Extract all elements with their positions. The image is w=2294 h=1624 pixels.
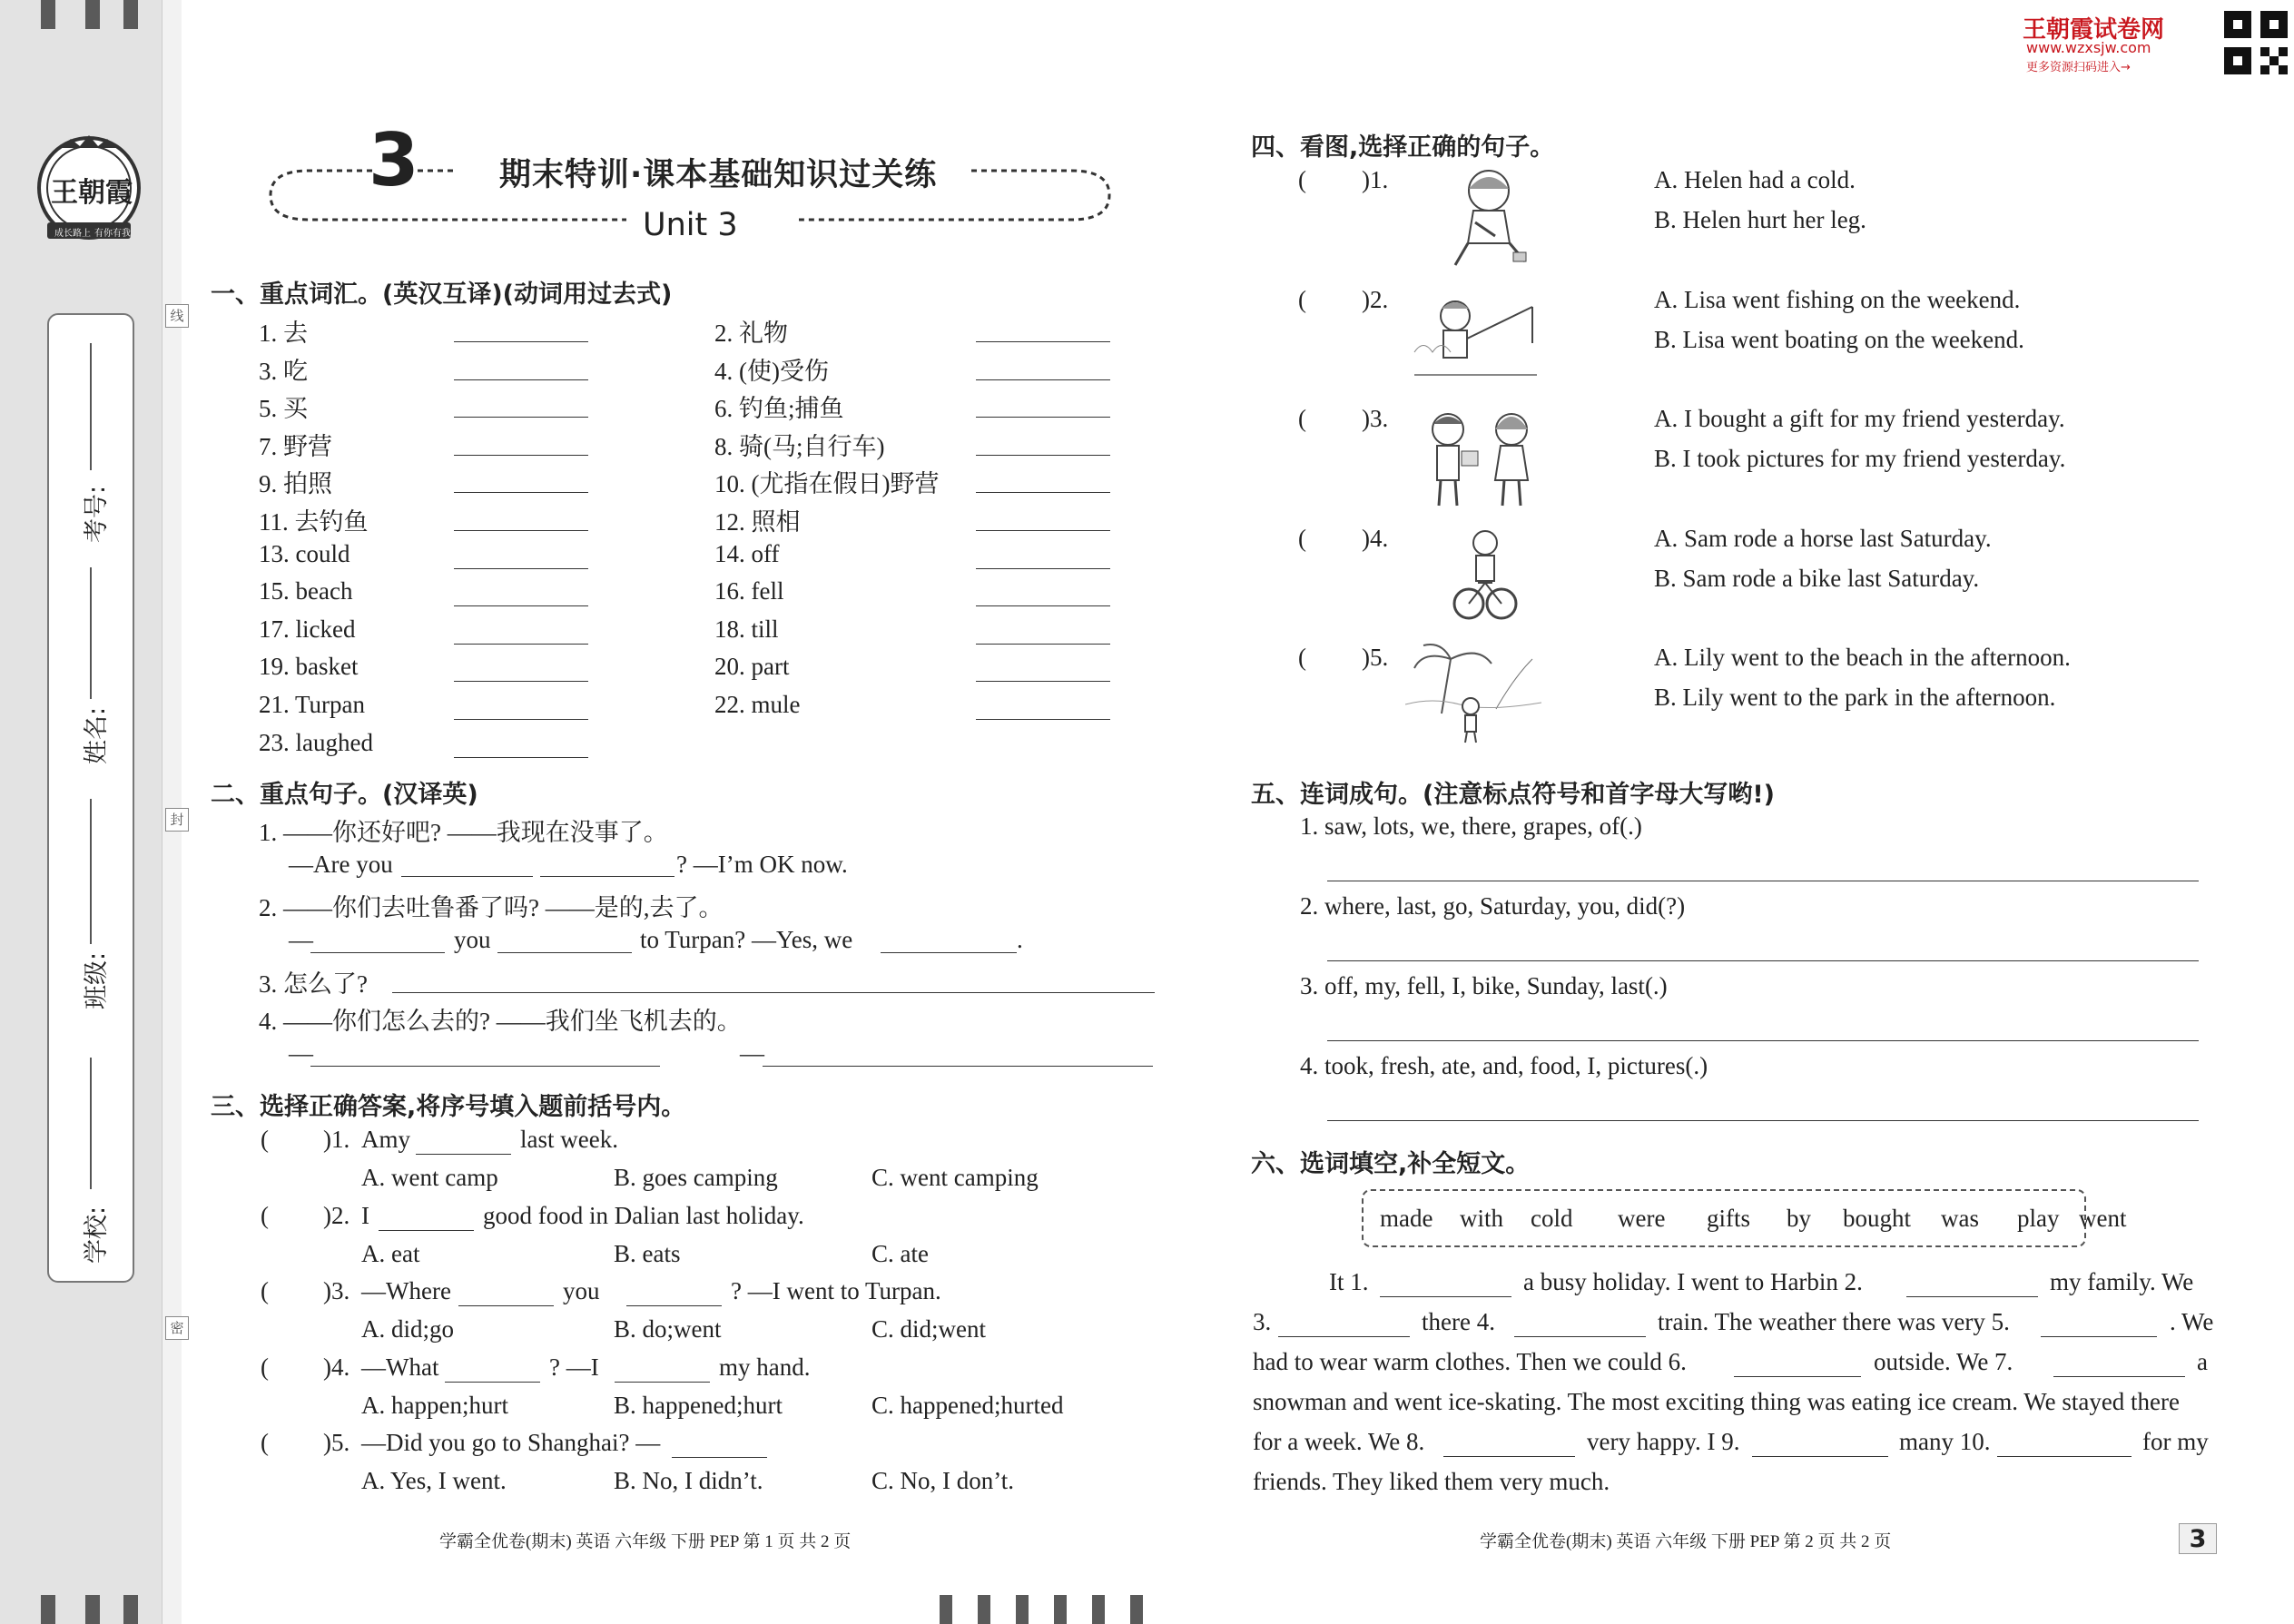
brand-url[interactable]: www.wzxsjw.com: [2026, 39, 2151, 56]
passage-text: very happy. I 9.: [1587, 1428, 1740, 1455]
register-mark: [1054, 1595, 1067, 1624]
answer-text: —: [740, 1039, 764, 1067]
answer-text: .: [1017, 926, 1023, 953]
answer-paren: (: [261, 1201, 269, 1229]
vocab-blank[interactable]: [976, 416, 1110, 418]
answer-text: —Are you: [289, 851, 393, 878]
option-b[interactable]: B. Sam rode a bike last Saturday.: [1654, 564, 1980, 592]
logo-tag: 成长路上: [54, 229, 91, 239]
option-a[interactable]: A. Lily went to the beach in the afternoon.: [1654, 644, 2071, 671]
register-mark: [1092, 1595, 1105, 1624]
option-a[interactable]: A. went camp: [361, 1164, 498, 1191]
answer-line[interactable]: [1327, 960, 2199, 961]
question-number: )3.: [323, 1277, 350, 1304]
answer-text: ? —I’m OK now.: [676, 851, 848, 878]
vocab-item: 18. till: [714, 615, 779, 643]
scrambled-words: 2. where, last, go, Saturday, you, did(?): [1300, 892, 1686, 920]
vocab-blank[interactable]: [976, 340, 1110, 342]
vocab-item: 17. licked: [259, 615, 356, 643]
class-label: 班级:: [83, 951, 111, 1009]
passage-text: had to wear warm clothes. Then we could 6.: [1253, 1348, 1687, 1375]
option-c[interactable]: C. did;went: [871, 1315, 986, 1343]
scrambled-words: 4. took, fresh, ate, and, food, I, pictures(.): [1300, 1052, 1708, 1079]
vocab-item: 2. 礼物: [714, 320, 788, 347]
vocab-item: 15. beach: [259, 577, 353, 605]
register-mark: [978, 1595, 990, 1624]
brand-logo: [34, 132, 143, 250]
picture-girl-hurt-leg: [1439, 163, 1539, 272]
passage-blank[interactable]: [1443, 1455, 1575, 1457]
question-number: )3.: [1362, 405, 1389, 432]
vocab-item: 1. 去: [259, 320, 308, 347]
passage-blank[interactable]: [1514, 1335, 1646, 1337]
vocab-blank[interactable]: [976, 379, 1110, 380]
vocab-item: 12. 照相: [714, 508, 801, 536]
passage-text: It 1.: [1329, 1268, 1369, 1295]
question-number: )1.: [1362, 166, 1389, 193]
option-b[interactable]: B. I took pictures for my friend yesterday.: [1654, 445, 2066, 472]
register-mark: [123, 0, 138, 29]
word-bank-word[interactable]: play: [2017, 1205, 2060, 1232]
scrambled-words: 1. saw, lots, we, there, grapes, of(.): [1300, 812, 1642, 840]
question-text: —Where: [361, 1277, 451, 1304]
passage-text: snowman and went ice-skating. The most exciting thing was eating ice cream. We stayed there: [1253, 1388, 2181, 1415]
question-text: 3. 怎么了?: [259, 970, 368, 998]
school-line[interactable]: [90, 1058, 92, 1189]
name-label: 姓名:: [83, 706, 111, 764]
passage-text: friends. They liked them very much.: [1253, 1468, 1610, 1495]
question-text: 1. ——你还好吧? ——我现在没事了。: [259, 819, 668, 846]
question-text: Amy: [361, 1126, 410, 1153]
answer-blank[interactable]: [401, 875, 533, 877]
answer-blank[interactable]: [310, 1065, 660, 1067]
vocab-blank[interactable]: [454, 567, 588, 569]
vocab-blank[interactable]: [976, 643, 1110, 645]
vocab-blank[interactable]: [454, 379, 588, 380]
vocab-blank[interactable]: [454, 340, 588, 342]
option-b[interactable]: B. eats: [614, 1239, 681, 1267]
vocab-blank[interactable]: [454, 491, 588, 493]
register-mark: [1016, 1595, 1029, 1624]
answer-paren: (: [261, 1429, 269, 1456]
picture-boy-bike: [1451, 527, 1519, 626]
vocab-blank[interactable]: [976, 718, 1110, 720]
section-5-title: 五、连词成句。(注意标点符号和首字母大写哟!): [1251, 781, 1775, 809]
vocab-item: 4. (使)受伤: [714, 357, 829, 385]
vocab-item: 21. Turpan: [259, 691, 366, 718]
brand-name: 王朝霞试卷网: [2023, 16, 2165, 44]
unit-number: 3: [369, 118, 419, 202]
answer-paren: (: [261, 1353, 269, 1381]
passage-blank[interactable]: [1752, 1455, 1888, 1457]
option-a[interactable]: A. eat: [361, 1239, 420, 1267]
option-c[interactable]: C. No, I don’t.: [871, 1467, 1015, 1494]
class-line[interactable]: [90, 799, 92, 944]
vocab-item: 22. mule: [714, 691, 801, 718]
option-a[interactable]: A. happen;hurt: [361, 1391, 508, 1419]
question-text: —What: [361, 1353, 439, 1381]
question-text: —Did you go to Shanghai? —: [361, 1429, 661, 1456]
question-text: you: [563, 1277, 600, 1304]
option-a[interactable]: A. Yes, I went.: [361, 1467, 507, 1494]
question-text: I: [361, 1201, 369, 1229]
vocab-item: 7. 野营: [259, 432, 332, 460]
picture-two-children-gift: [1412, 404, 1548, 513]
footer-right: 学霸全优卷(期末) 英语 六年级 下册 PEP 第 2 页 共 2 页: [1480, 1532, 1892, 1551]
cut-line-marker: 线: [165, 304, 189, 328]
passage-text: outside. We 7.: [1874, 1348, 2013, 1375]
answer-paren: (: [1298, 405, 1306, 432]
answer-blank[interactable]: [392, 991, 1155, 993]
word-bank-word[interactable]: with: [1460, 1205, 1504, 1232]
passage-text: a busy holiday. I went to Harbin 2.: [1523, 1268, 1863, 1295]
qr-code-icon[interactable]: [2224, 11, 2288, 74]
word-bank-word[interactable]: gifts: [1707, 1205, 1751, 1232]
picture-girl-fishing: [1405, 289, 1541, 389]
question-number: )4.: [323, 1353, 350, 1381]
option-a[interactable]: A. Lisa went fishing on the weekend.: [1654, 285, 2021, 313]
option-b[interactable]: B. Helen hurt her leg.: [1654, 206, 1866, 233]
question-number: )5.: [323, 1429, 350, 1456]
register-mark: [85, 0, 100, 29]
answer-blank[interactable]: [310, 951, 445, 953]
school-label: 学校:: [83, 1206, 111, 1264]
vocab-item: 11. 去钓鱼: [259, 508, 369, 536]
vocab-blank[interactable]: [454, 605, 588, 606]
vocab-blank[interactable]: [976, 567, 1110, 569]
unit-title: Unit 3: [643, 207, 738, 243]
picture-girl-beach: [1405, 641, 1541, 745]
section-2-title: 二、重点句子。(汉译英): [211, 781, 478, 809]
question-number: )5.: [1362, 644, 1389, 671]
answer-paren: (: [261, 1277, 269, 1304]
word-bank-word[interactable]: by: [1787, 1205, 1811, 1232]
section-4-title: 四、看图,选择正确的句子。: [1251, 133, 1555, 162]
section-3-title: 三、选择正确答案,将序号填入题前括号内。: [211, 1093, 686, 1121]
passage-text: . We: [2170, 1308, 2214, 1335]
passage-text: there 4.: [1422, 1308, 1495, 1335]
exam-no-line[interactable]: [90, 343, 92, 470]
register-mark: [85, 1595, 100, 1624]
vocab-blank[interactable]: [454, 680, 588, 682]
question-text: good food in Dalian last holiday.: [483, 1201, 804, 1229]
answer-blank[interactable]: [540, 875, 674, 877]
answer-text: you: [454, 926, 491, 953]
option-b[interactable]: B. Lily went to the park in the afternoon.: [1654, 684, 2056, 711]
word-bank-word[interactable]: was: [1941, 1205, 1979, 1232]
passage-text: for my: [2142, 1428, 2209, 1455]
vocab-item: 8. 骑(马;自行车): [714, 432, 885, 460]
scrambled-words: 3. off, my, fell, I, bike, Sunday, last(.): [1300, 972, 1668, 999]
passage-text: train. The weather there was very 5.: [1658, 1308, 2010, 1335]
answer-line[interactable]: [1327, 1039, 2199, 1041]
vocab-blank[interactable]: [976, 529, 1110, 531]
vocab-blank[interactable]: [976, 605, 1110, 606]
passage-text: for a week. We 8.: [1253, 1428, 1425, 1455]
option-b[interactable]: B. Lisa went boating on the weekend.: [1654, 325, 2024, 353]
section-1-title: 一、重点词汇。(英汉互译)(动词用过去式): [211, 281, 673, 309]
vocab-item: 10. (尤指在假日)野营: [714, 470, 940, 498]
option-a[interactable]: A. I bought a gift for my friend yesterday.: [1654, 405, 2065, 432]
register-mark: [940, 1595, 952, 1624]
question-text: my hand.: [719, 1353, 811, 1381]
vocab-blank[interactable]: [454, 529, 588, 531]
vocab-blank[interactable]: [976, 454, 1110, 456]
question-text: ? —I: [549, 1353, 599, 1381]
vocab-item: 20. part: [714, 653, 790, 681]
answer-blank[interactable]: [497, 951, 632, 953]
option-c[interactable]: C. ate: [871, 1239, 929, 1267]
option-c[interactable]: C. happened;hurted: [871, 1391, 1064, 1419]
page-number: 3: [2179, 1523, 2217, 1554]
question-number: )1.: [323, 1126, 350, 1153]
logo-tag: 有你有我: [94, 229, 131, 239]
question-number: )2.: [1362, 285, 1389, 313]
seal-line-marker: 封: [165, 808, 189, 832]
vocab-blank[interactable]: [454, 756, 588, 758]
vocab-item: 14. off: [714, 539, 780, 567]
passage-blank[interactable]: [1734, 1375, 1861, 1377]
word-bank-word[interactable]: bought: [1843, 1205, 1912, 1232]
option-b[interactable]: B. happened;hurt: [614, 1391, 783, 1419]
logo-text: 王朝霞: [51, 177, 133, 209]
option-a[interactable]: A. did;go: [361, 1315, 455, 1343]
vocab-blank[interactable]: [976, 680, 1110, 682]
answer-blank[interactable]: [881, 951, 1017, 953]
passage-blank[interactable]: [1278, 1335, 1410, 1337]
vocab-item: 16. fell: [714, 577, 784, 605]
word-bank-word[interactable]: made: [1380, 1205, 1433, 1232]
answer-paren: (: [1298, 524, 1306, 552]
passage-text: a: [2197, 1348, 2208, 1375]
register-mark: [1130, 1595, 1143, 1624]
answer-text: —: [289, 926, 313, 953]
answer-blank[interactable]: [626, 1304, 722, 1306]
vocab-blank[interactable]: [454, 718, 588, 720]
vocab-item: 5. 买: [259, 395, 308, 423]
question-text: 2. ——你们去吐鲁番了吗? ——是的,去了。: [259, 894, 724, 921]
answer-text: to Turpan? —Yes, we: [640, 926, 853, 953]
vocab-item: 6. 钓鱼;捕鱼: [714, 395, 844, 423]
option-a[interactable]: A. Sam rode a horse last Saturday.: [1654, 524, 1992, 552]
answer-blank[interactable]: [445, 1381, 540, 1383]
page-title: 期末特训·课本基础知识过关练: [499, 157, 938, 193]
answer-blank[interactable]: [672, 1456, 767, 1458]
option-a[interactable]: A. Helen had a cold.: [1654, 166, 1856, 193]
answer-blank[interactable]: [458, 1304, 554, 1306]
passage-blank[interactable]: [1380, 1295, 1511, 1297]
name-line[interactable]: [90, 567, 92, 699]
vocab-item: 19. basket: [259, 653, 359, 681]
answer-paren: (: [1298, 644, 1306, 671]
answer-blank[interactable]: [763, 1065, 1153, 1067]
vocab-blank[interactable]: [454, 416, 588, 418]
word-bank-word[interactable]: were: [1618, 1205, 1666, 1232]
passage-blank[interactable]: [2053, 1375, 2185, 1377]
word-bank-word[interactable]: cold: [1531, 1205, 1573, 1232]
question-text: ? —I went to Turpan.: [731, 1277, 941, 1304]
answer-paren: (: [261, 1126, 269, 1153]
answer-text: —: [289, 1039, 313, 1067]
answer-paren: (: [1298, 285, 1306, 313]
option-b[interactable]: B. do;went: [614, 1315, 722, 1343]
answer-blank[interactable]: [379, 1229, 474, 1231]
answer-line[interactable]: [1327, 880, 2199, 881]
passage-blank[interactable]: [1997, 1455, 2132, 1457]
answer-line[interactable]: [1327, 1119, 2199, 1121]
answer-paren: (: [1298, 166, 1306, 193]
vocab-blank[interactable]: [976, 491, 1110, 493]
passage-text: my family. We: [2050, 1268, 2194, 1295]
passage-text: many 10.: [1899, 1428, 1991, 1455]
option-b[interactable]: B. goes camping: [614, 1164, 778, 1191]
word-bank-word[interactable]: went: [2079, 1205, 2127, 1232]
option-b[interactable]: B. No, I didn’t.: [614, 1467, 763, 1494]
vocab-blank[interactable]: [454, 643, 588, 645]
vocab-item: 23. laughed: [259, 728, 373, 756]
passage-blank[interactable]: [1906, 1295, 2038, 1297]
option-c[interactable]: C. went camping: [871, 1164, 1039, 1191]
vocab-item: 13. could: [259, 539, 350, 567]
question-number: )4.: [1362, 524, 1389, 552]
question-text: 4. ——你们怎么去的? ——我们坐飞机去的。: [259, 1008, 742, 1035]
answer-blank[interactable]: [615, 1381, 710, 1383]
register-mark: [123, 1595, 138, 1624]
answer-blank[interactable]: [416, 1153, 511, 1155]
passage-text: 3.: [1253, 1308, 1272, 1335]
question-number: )2.: [323, 1201, 350, 1229]
exam-no-label: 考号:: [83, 485, 111, 543]
register-mark: [41, 0, 55, 29]
section-6-title: 六、选词填空,补全短文。: [1251, 1150, 1531, 1178]
seal-line-marker: 密: [165, 1316, 189, 1340]
question-text: last week.: [520, 1126, 618, 1153]
register-mark: [41, 1595, 55, 1624]
vocab-blank[interactable]: [454, 454, 588, 456]
passage-blank[interactable]: [2041, 1335, 2157, 1337]
brand-note: 更多资源扫码进入→: [2026, 61, 2131, 74]
vocab-item: 9. 拍照: [259, 470, 332, 498]
footer-left: 学霸全优卷(期末) 英语 六年级 下册 PEP 第 1 页 共 2 页: [439, 1532, 852, 1551]
vocab-item: 3. 吃: [259, 357, 308, 385]
